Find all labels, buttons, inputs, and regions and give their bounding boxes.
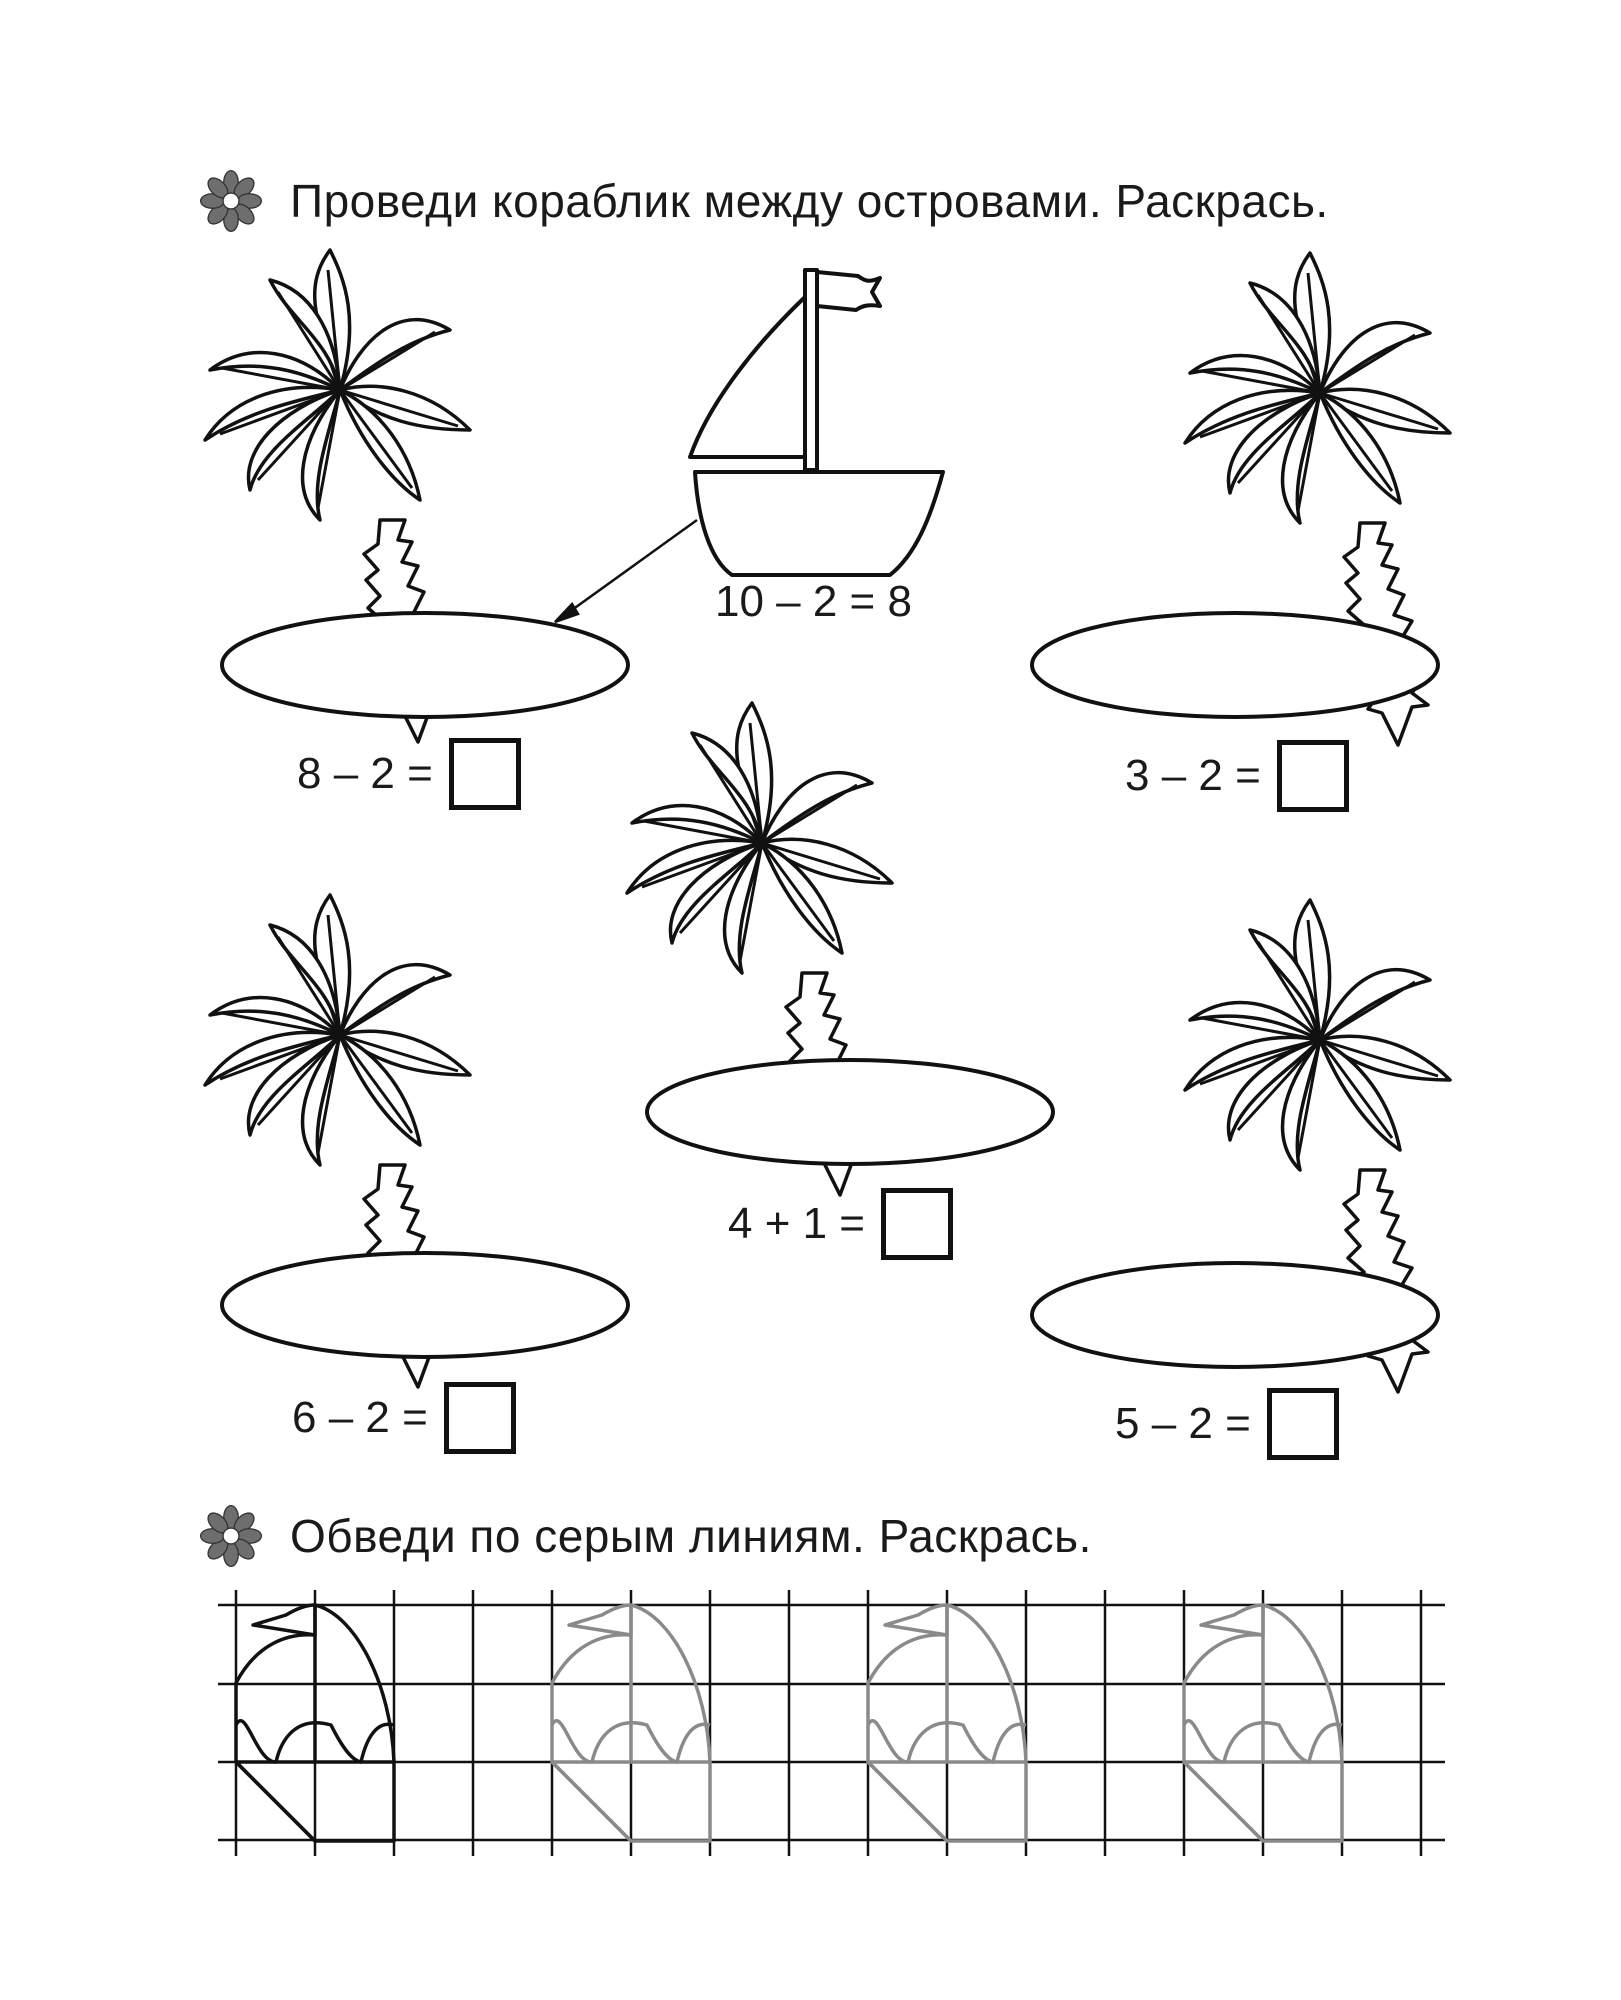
boat-equation: 10 – 2 = 8 [715,577,912,626]
equation-text: 4 + 1 = [728,1199,866,1248]
equation-text: 8 – 2 = [297,749,433,798]
equation-text: 3 – 2 = [1125,751,1261,800]
task1-heading-text: Проведи кораблик между островами. Раскрась. [290,175,1329,227]
task2-heading-text: Обведи по серым линиям. Раскрась. [290,1510,1092,1562]
equation-text: 6 – 2 = [292,1393,428,1442]
equation-text: 5 – 2 = [1115,1399,1251,1448]
